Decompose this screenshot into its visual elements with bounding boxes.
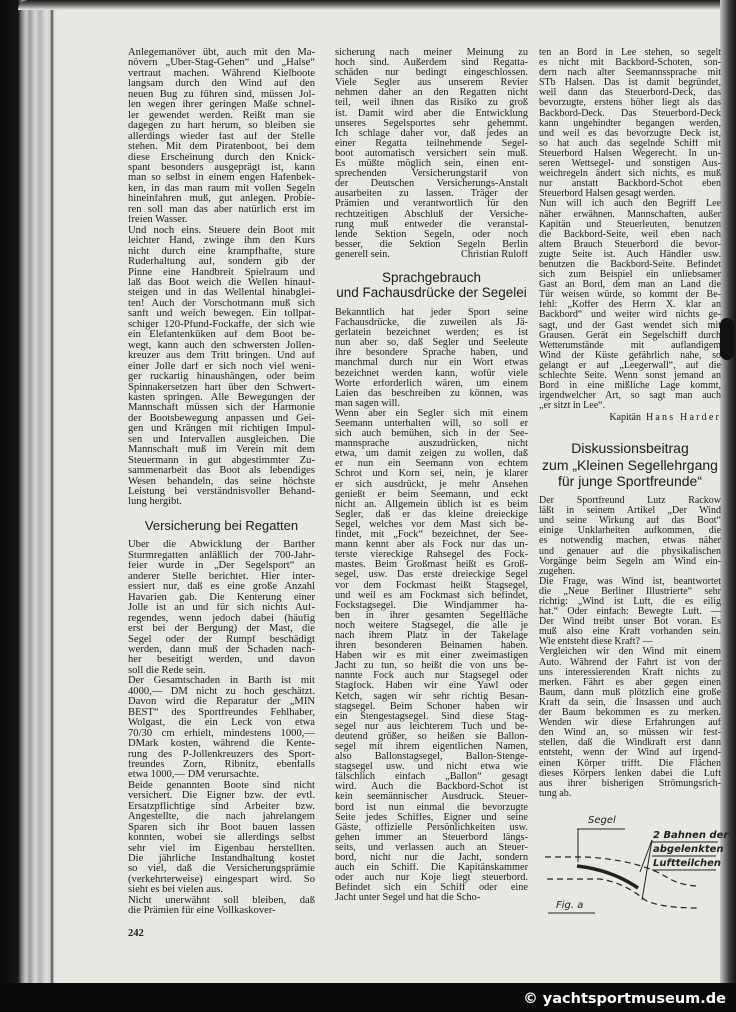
line-text: Grausen. Gerät ein Segelschiff durch — [539, 330, 721, 341]
line-text: also Ballonstagsegel, Ballon-Stenge- — [335, 752, 528, 763]
line-text: Wenden wir diese Erfahrungen auf — [539, 718, 721, 729]
line-text: generell sein. — [335, 249, 390, 260]
line-text: und Fachausdrücke der Segelei — [336, 285, 527, 301]
line-text: freundes Zorn, Ribnitz, ebenfalls — [128, 759, 315, 770]
line-text: Die Frage, was Wind ist, beantwortet — [539, 576, 721, 587]
line-text: sammenarbeit das Boot als lebendiges — [128, 466, 315, 477]
line-text: altem Brauch Steuerbord die bevor- — [539, 239, 721, 250]
line-text: hat.“ Oder einfach: Bewegte Luft. — — [539, 607, 721, 618]
line-text: werden, dann muß der Schaden nach- — [128, 644, 315, 655]
line-text: Davon wird die Reparatur der „MIN — [128, 697, 315, 708]
watermark-bar — [0, 983, 736, 1012]
line-text: nach ihrem Platz in der Takelage — [335, 630, 528, 641]
line-text: Jolle ist an und für sich nichts Auf- — [128, 603, 315, 614]
line-text: nicht durch eine krampfhafte, sture — [128, 246, 315, 257]
line-text: erst bei der Bergung) der Mast, die — [128, 624, 315, 635]
line-text: neuen Bug zu führen sind, müssen Jol- — [128, 89, 315, 100]
line-text: zugehen. — [539, 566, 575, 577]
line-text: spant besonders ausgeprägt ist, kann — [128, 162, 315, 173]
line-text: Mannschaft müssen sich der Harmonie — [128, 403, 315, 414]
line-text: wegt, kann auch den schwersten Jollen- — [128, 340, 315, 351]
line-text: dern nach alter Seemannssprache mit — [539, 68, 721, 79]
line-text: Schrot und Korn sei, nein, je klarer — [335, 469, 528, 480]
line-text: genießt er beim Seemann, und eckt — [335, 489, 528, 500]
line-text: segel mit ihrem eigentlichen Namen, — [335, 742, 528, 752]
line-text: so viel, daß die Versicherungsprämie — [128, 864, 315, 875]
line-text: Gäste, offizielle Persönlichkeiten usw. — [335, 822, 528, 833]
byline-title: Kapitän — [609, 412, 641, 424]
line-text: Der Wind treibt unser Bot voran. Es — [539, 617, 721, 628]
line-text: Pinne eine Handbreit Spielraum und — [128, 267, 315, 278]
line-text: Steuermann in gut abgestimmter Zu- — [128, 455, 315, 466]
line-text: nicht an. Allgemein üblich ist es beim — [335, 499, 528, 510]
line-text: Beide genannten Boote sind nicht — [128, 780, 315, 791]
line-text: laß das Boot weich die Wellen hinauf- — [128, 277, 315, 288]
line-text: näher erwähnen. Mannschaften, außer — [539, 209, 721, 220]
line-text: mann kennt aber als Fock nur das un- — [335, 540, 528, 551]
line-text: ger ruckartig hinaushängen, oder beim — [128, 372, 315, 383]
line-text: 4000,— DM nicht zu hoch geschätzt. — [128, 686, 315, 697]
line-text: Baum, dann muß plötzlich eine große — [539, 687, 721, 698]
line-text: stagsegel usw. und nicht etwa wie — [335, 762, 528, 773]
line-text: lende Sektion Segeln, oder noch — [335, 229, 528, 240]
line-text: nur anstatt Backbord-Schot eben — [539, 179, 721, 190]
line-text: etwa, um damit zeigen zu wollen, daß — [335, 449, 528, 460]
line-text: nehmen daher an den Regatten nicht — [335, 88, 528, 99]
line-text: wird. Auch die Backbord-Schot ist — [335, 782, 528, 793]
line-text: deutend größer, so heißen sie Ballon- — [335, 731, 528, 742]
line-text: her beseitigt werden, und davon — [128, 655, 315, 666]
line-text: Auto. Während der Fahrt ist von der — [539, 657, 721, 668]
line-text: die „Neue Berliner Illustrierte“ sehr — [539, 586, 721, 597]
line-text: kann ungehindter begangen werden, — [539, 118, 721, 129]
line-text: ausarbeiten zu lassen. Träger der — [335, 189, 528, 200]
line-text: findet, mit „Fock“ bezeichnet, der See- — [335, 530, 528, 541]
line-text: nun aber so, daß Segler und Seeleute — [335, 338, 528, 349]
line-text: segel, usw. Das erste dreieckige Segel — [335, 570, 528, 581]
line-text: Sparen sich ihr Boot bauen lassen — [128, 822, 315, 833]
line-text: sanft und weich bewegen. Ein tollpat- — [128, 309, 315, 320]
line-text: (verkehrterweise) eingespart wird. So — [128, 874, 315, 885]
line-text: stagsegel. Beim Schoner haben wir — [335, 701, 528, 712]
line-text: ist. Damit wird aber die Entwicklung — [335, 108, 528, 119]
line-text: kasten springen. Alle Bewegungen der — [128, 392, 315, 403]
line-text: Segler, daß er das kleine dreieckige — [335, 509, 528, 520]
line-text: besser, die Sektion Segeln Berlin — [335, 239, 528, 250]
line-text: bord ist nun einmal die bevorzugte — [335, 802, 528, 813]
line-text: dagegen zu hart herum, so bleiben sie — [128, 121, 315, 132]
line-text: Sturmregatten anläßlich der 700-Jahr- — [128, 550, 315, 561]
line-text: einer Regatta teilnehmende Segel- — [335, 138, 528, 149]
sail-label: Segel — [588, 815, 616, 826]
line-text: len wegen ihrer geringen Maße schnel- — [128, 100, 315, 111]
line-text: ein Stengestagsegel. Sind diese Stag- — [335, 711, 528, 722]
line-text: versichert. Die Eigner bzw. der evtl. — [128, 791, 315, 802]
line-text: der Bootsbewegung anpassen und Gei- — [128, 413, 315, 424]
line-text: fehl: „Koffer des Herrn X. klar an — [539, 300, 721, 311]
line-text: Wenn aber ein Segler sich mit einem — [335, 408, 528, 419]
line-text: kreuzer aus dem Tritt bringen. Und auf — [128, 351, 315, 362]
line-text: schiger 120-Pfund-Fockaffe, der sich wie — [128, 319, 315, 330]
line-text: auch ein Schiff. Die Kapitänskammer — [335, 863, 528, 874]
line-text: konnten, wobei sie allerdings selbst — [128, 833, 315, 844]
line-text: Steuerbord Halsen Wegerecht. In un- — [539, 148, 721, 159]
line-text: sagt, und der Gast wendet sich mit — [539, 320, 721, 331]
page-number: 242 — [128, 928, 144, 939]
line-text: Angestellte, die nach jahrelangem — [128, 812, 315, 823]
line-text: Backbord-Deck. Das Steuerbord-Deck — [539, 108, 721, 119]
line-text: ler gewendet werden. Reißt man sie — [128, 110, 315, 121]
line-text: Viele Segler aus unserem Revier — [335, 78, 528, 89]
line-text: Sprachgebrauch — [381, 269, 482, 285]
line-text: Der Gesamtschaden in Barth ist mit — [128, 676, 315, 687]
line-text: muß also eine Kraft vorhanden sein. — [539, 627, 721, 638]
line-text: so hat auch das segelnde Schiff mit — [539, 138, 721, 149]
line-text: sen und Intervallen ausgleichen. Die — [128, 434, 315, 445]
line-text: Stagfock. Haben wir eine Yawl oder — [335, 681, 528, 692]
line-text: Leistung bei verständnisvoller Behand- — [128, 487, 315, 498]
line-text: tung ab. — [539, 788, 572, 799]
line-text: sieht es bei vielen aus. — [128, 885, 224, 896]
line-text: Seemann unterhalten will, so soll er — [335, 419, 528, 429]
line-text: Ich schlage daher vor, daß jedes an — [335, 128, 528, 139]
line-text: nannte Fock auch nur Stagsegel oder — [335, 671, 528, 682]
line-text: segel nur aus leichterem Tuch und be- — [335, 721, 528, 732]
line-text: der Baum bekommen es zu merken. — [539, 708, 721, 719]
line-text: es nicht mit Backbord-Schoten, son- — [539, 58, 721, 69]
line-text: dieses Körpers lenken dabei die Luft — [539, 768, 721, 779]
sail-curve — [577, 866, 638, 888]
line-text: Wetterumstände mit auflandigem — [539, 340, 721, 351]
line-text: Befindet sich ein Schiff oder eine — [335, 883, 528, 894]
line-text: feier wurde in „Der Segelsport“ an — [128, 561, 315, 572]
paths-label-line-2: abgelenkten — [653, 844, 724, 855]
line-text: Kraft da sein, die Insassen und auch — [539, 697, 721, 708]
line-text: ihre besondere Sprache haben, und — [335, 348, 528, 359]
line-text: läßt in seinem Artikel „Der Wind — [539, 506, 721, 517]
line-text: Spinnakersetzen hart über den Schwert- — [128, 382, 315, 393]
line-text: etwa 1000,— DM verursachte. — [128, 770, 259, 781]
line-text: manchmal durch nur ein Wort etwas — [335, 358, 528, 369]
line-text: Ersatzpflichtige sind Arbeiter bzw. — [128, 801, 315, 812]
line-text: zugte Seite ist. Auch Händler usw. — [539, 249, 721, 260]
line-text: gelangt er auf „Leegerwall“, auf die — [539, 360, 721, 371]
line-text: stellen, daß die Windkraft erst dann — [539, 738, 721, 749]
line-text: Wesen behandeln, das seine höchste — [128, 476, 315, 487]
line-text: langsam durch den Wind auf den — [128, 79, 315, 90]
line-text: sicherung nach meiner Meinung zu — [335, 48, 528, 58]
line-text: vor dem Fockmast heißt Stagsegel, — [335, 580, 528, 591]
line-text: Über die Abwicklung der Barther — [128, 540, 315, 551]
line-text: schäden nur bedingt eingeschlossen. — [335, 68, 528, 79]
line-text: sehr viel im Eigenbau herstellten. — [128, 843, 315, 854]
line-text: seren Wettsegel- und sonstigen Aus- — [539, 159, 721, 170]
line-text: Bord in eine mißliche Lage kommt, — [539, 381, 721, 392]
line-text: Haben wir es mit einer zweimastigen — [335, 651, 528, 662]
line-text: weil dann das Steuerbord-Deck, das — [539, 88, 721, 99]
line-text: bord, nicht nur die Jacht, sondern — [335, 853, 528, 864]
line-text: növern „Über-Stag-Gehen“ und „Halse“ — [128, 58, 315, 69]
line-text: und weil es das bevorzugte Deck ist, — [539, 128, 721, 139]
line-text: fälschlich einfach „Ballon“ gesagt — [335, 772, 528, 783]
line-text: Kapitän und Steuerleuten, benutzen — [539, 219, 721, 230]
line-text: ihren besonderen Beinamen haben. — [335, 641, 528, 652]
line-text: Jacht unter Segel und hat die Scho- — [335, 893, 481, 904]
byline-name: Hans Harder — [645, 412, 721, 424]
line-text: Jacht zu tun, so heißt die von uns be- — [335, 661, 528, 672]
line-text: Steuerbord Halsen gesagt werden. — [539, 189, 676, 200]
line-text: mastes. Beim Großmast heißt es Groß- — [335, 560, 528, 571]
paths-label-line-3: Luftteilchen — [653, 858, 721, 869]
line-text: weichregeln ändert sich nichts, es muß — [539, 169, 721, 180]
line-text: mannsprache auszudrücken, nicht — [335, 439, 528, 450]
line-text: Die jährliche Instandhaltung kostet — [128, 854, 315, 865]
line-text: zum „Kleinen Segellehrgang — [542, 456, 718, 473]
line-text: er sich ausdrückt, je mehr Ansehen — [335, 479, 528, 490]
line-text: irgendwelcher Art, so sagt man auch — [539, 391, 721, 402]
line-text: regendes, wenn jedoch dabei (häufig — [128, 613, 315, 624]
line-text: 70/30 cm erhielt, mindestens 1000,— — [128, 728, 315, 739]
line-text: merken. Fährt es aber gegen einen — [539, 677, 721, 688]
line-text: diese Erscheinung durch den Knick- — [128, 152, 315, 163]
line-text: er nun ein Seemann von echtem — [335, 459, 528, 470]
line-text: rechtzeitigen Abschluß der Versiche- — [335, 209, 528, 220]
line-text: unseres Segelsportes sehr gehemmt. — [335, 118, 528, 129]
line-text: Nun will ich auch den Begriff Lee — [539, 199, 721, 210]
line-text: einen Körper trifft. Die Flächen — [539, 758, 721, 769]
line-text: ben in ihrer gesamten Segelfläche — [335, 610, 528, 621]
line-text: Und noch eins. Steuere dein Boot mit — [128, 225, 315, 236]
watermark-text: © yachtsportmuseum.de — [523, 991, 726, 1007]
line-text: für junge Sportfreunde“ — [558, 472, 702, 489]
line-text: gen und Krängen mit richtigen Impul- — [128, 424, 315, 435]
line-text: Mannschaft muß im Verein mit dem — [128, 445, 315, 456]
line-text: Ruderhaltung auf, sondern gib der — [128, 257, 315, 268]
line-text: Der Sportfreund Lutz Rackow — [539, 496, 721, 507]
line-text: terste viereckige Rahsegel des Fock- — [335, 550, 528, 561]
line-text: stehen. Mit dem Piratenboot, bei dem — [128, 142, 315, 153]
line-text: und weil es am Fockmast sich befindet, — [335, 590, 528, 601]
line-text: Segel, welches vor dem Mast sich be- — [335, 519, 528, 530]
line-text: BEST“ des Sportfreundes Fehlhaber, — [128, 707, 315, 718]
line-text: bezeichnet werden kann, wofür viele — [335, 368, 528, 379]
line-text: anderer Stelle berichtet. Hier inter- — [128, 571, 315, 582]
line-text: Seite jedes Schiffes, Eigner und seine — [335, 812, 528, 823]
line-text: entsteht, wenn der Wind auf irgend- — [539, 748, 721, 759]
line-text: vertraut machen. Während Kielboote — [128, 68, 315, 79]
line-text: kein seemännischer Ausdruck. Steuer- — [335, 792, 528, 803]
line-text: oder auch nur Koje liegt steuerbord. — [335, 873, 528, 884]
line-text: hoch sind. Außerdem sind Regatta- — [335, 58, 528, 69]
line-text: man sagen will. — [335, 398, 400, 409]
line-text: „er sitzt in Lee“. — [539, 401, 606, 412]
paths-label-line-1: 2 Bahnen der — [653, 830, 729, 841]
line-text: rung muß entweder die veranstal- — [335, 219, 528, 230]
line-text: Vergleichen wir den Wind mit einem — [539, 647, 721, 658]
line-text: die Backbord-Seite, weil eben nach — [539, 229, 721, 240]
line-text: uns interessierenden Kraft nichts zu — [539, 667, 721, 678]
line-text: ein Elefantenküken auf dem Boot be- — [128, 330, 315, 341]
line-text: einige Unklarheiten aufkommen, die — [539, 526, 721, 537]
line-text: gerlatein bezeichnet werden; es ist — [335, 328, 528, 339]
line-text: freien Wasser. — [128, 215, 188, 226]
line-text: lung hergibt. — [128, 497, 182, 508]
line-text: den Wind an, so müssen wir fest- — [539, 728, 721, 739]
line-text: Vorgänge beim Segeln am Wind ein- — [539, 556, 721, 567]
line-text: Wolgast, die ein Leck von etwa — [128, 718, 315, 729]
line-text: bevorzugte, erstens höher liegt als das — [539, 98, 721, 109]
label-pointer-2 — [642, 840, 652, 900]
line-text: teil, weil ihnen das Risiko zu groß — [335, 98, 528, 109]
line-text: man so selbst in einem engen Hafenbek- — [128, 173, 315, 184]
line-text: Havarien gab. Die Kenterung einer — [128, 592, 315, 603]
line-text: Wie entsteht diese Kraft? — — [539, 637, 653, 648]
line-text: noch weitere Stagsegel, die alle je — [335, 620, 528, 631]
line-text: leichter Hand, zwinge ihm den Kurs — [128, 236, 315, 247]
line-text: Nicht unerwähnt soll bleiben, daß — [128, 895, 315, 906]
line-text: hineinfahren muß, gut anlegen. Probie- — [128, 194, 315, 205]
line-text: seits, und verlassen auch an Steuer- — [335, 842, 528, 853]
line-text: STb Halsen. Das ist damit begründet, — [539, 78, 721, 89]
figure-caption: Fig. a — [556, 900, 584, 911]
line-text: benutzen die Backbord-Seite. Befindet — [539, 259, 721, 270]
line-text: sich zum Beispiel ein unliebsamer — [539, 270, 721, 281]
line-text: es notwendig machen, etwas näher — [539, 536, 721, 547]
author-signature: Christian Ruloff — [460, 249, 528, 260]
line-text: boot automatisch versichert sein muß. — [335, 148, 528, 159]
line-text: soll die Rede sein. — [128, 665, 206, 676]
line-text: allerdings wieder fast auf der Stelle — [128, 131, 315, 142]
line-text: Fockstagsegel. Die Windjammer ha- — [335, 600, 528, 611]
line-text: Fachausdrücke, die zuweilen als Jä- — [335, 318, 528, 329]
line-text: aus ihrer bisherigen Strömungsrich- — [539, 778, 721, 789]
line-text: ken, in das man raum mit vollen Segeln — [128, 183, 315, 194]
line-text: DMark kosten, während die Kente- — [128, 739, 315, 750]
line-text: Tür weisen würde, so kommt der Be- — [539, 290, 721, 301]
line-text: Segel oder der Rumpf beschädigt — [128, 634, 315, 645]
line-text: ten! Auch der Vorschotmann muß sich — [128, 298, 315, 309]
line-text: Diskussionsbeitrag — [571, 440, 689, 457]
line-text: Worte erforderlich wären, um einem — [335, 378, 528, 389]
line-text: sprechenden Versicherungstarif von — [335, 169, 528, 180]
line-text: sich auch bemühen, sich in der See- — [335, 429, 528, 440]
line-text: der Deutschen Versicherungs-Anstalt — [335, 179, 528, 190]
line-text: Es müßte möglich sein, einen ent- — [335, 159, 528, 170]
line-text: steigen und in das Wellental hinabglei- — [128, 288, 315, 299]
line-text: Wind der Küste gefährlich nahe, so — [539, 350, 721, 361]
line-text: Gast an Bord, dem man an Land die — [539, 280, 721, 291]
line-text: Backbord“ und weiter wird nichts ge- — [539, 310, 721, 321]
line-text: ren soll man das aber natürlich erst im — [128, 204, 315, 215]
line-text: Prämien und verantwortlich für den — [335, 199, 528, 210]
line-text: Laien das beschreiben zu können, was — [335, 388, 528, 399]
line-text: ten an Bord in Lee stehen, so segelt — [539, 48, 721, 58]
line-text: und genauer auf die physikalischen — [539, 546, 721, 557]
line-text: Versicherung bei Regatten — [144, 517, 299, 533]
line-text: richtig: „Wind ist Luft, die es eilig — [539, 597, 721, 608]
line-text: einer Jolle darf er sich noch viel weni- — [128, 361, 315, 372]
line-text: die Prämien für eine Vollkaskover- — [128, 906, 276, 917]
line-text: Bekanntlich hat jeder Sport seine — [335, 307, 528, 318]
line-text: schlechte Seite. Wenn sonst jemand an — [539, 371, 721, 381]
line-text: gehen immer an Steuerbord längs- — [335, 832, 528, 843]
line-text: rung des P-Jollenkreuzers des Sport- — [128, 749, 315, 760]
line-text: Ketch, sagen wir sehr richtig Besan- — [335, 691, 528, 702]
line-text: essiert nur, daß es eine große Anzahl — [128, 582, 315, 593]
line-text: und seine Wirkung auf das Boot“ — [539, 516, 721, 527]
line-text: Anlegemanöver übt, auch mit den Ma- — [128, 48, 315, 58]
